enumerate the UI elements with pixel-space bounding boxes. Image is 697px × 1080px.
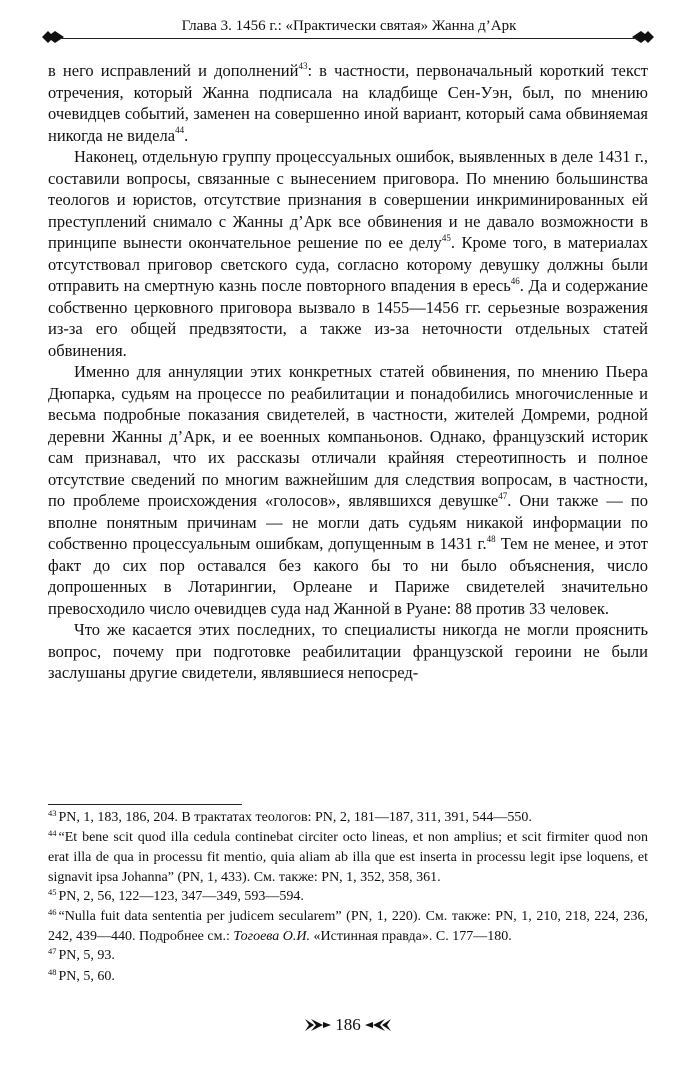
paragraph <box>48 619 648 684</box>
footnote <box>48 967 648 987</box>
footnote-reference: 45 <box>441 232 451 243</box>
paragraph <box>48 361 648 619</box>
left-page-number-ornament-icon <box>305 1017 331 1033</box>
footnote <box>48 946 648 966</box>
main-text <box>48 60 648 684</box>
text-run: . <box>184 125 189 145</box>
footnote-number: 46 <box>48 907 57 918</box>
right-page-number-ornament-icon <box>365 1017 391 1033</box>
footnote-reference: 44 <box>175 125 185 135</box>
text-run: Наконец, отдельную группу процессуальных ошибок, выявленных в деле 1431 г., составили вопросы, связанные с вынесением приговора. По мнению большинства теологов и юристов, отсутствие признания в совершении инкриминированных ей преступлений снимало с Жанны д’Арк все обвинения и не давало возможности в принципе вынести окончательное решение по ее делу <box>48 147 648 252</box>
footnote <box>48 828 648 887</box>
footnote-number: 43 <box>48 808 57 818</box>
footnote <box>48 887 648 907</box>
paragraph <box>48 60 648 146</box>
footnote-reference: 43 <box>298 60 308 71</box>
text-run: . Они также — по вполне понятным причинам — не могли дать судьям никакой информации по собственно процессуальным ошибкам, допущенным в 1431 г. <box>48 491 648 553</box>
text-run: Тем не менее, и этот факт до сих пор оставался без какого бы то ни было объяснения, число допрошенных в Лотарингии, Орлеане и Париже свидетелей значительно превосходило число очевидцев суда над Жанной в Руане: 88 против 33 человек. <box>48 534 648 618</box>
footnote-reference: 46 <box>510 275 520 286</box>
text-run: PN, 5, 93. <box>58 948 115 964</box>
right-ornament-icon <box>632 30 654 44</box>
running-head: Глава 3. 1456 г.: «Практически святая» Жанна д’Арк <box>181 18 517 34</box>
text-run: в него исправлений и дополнений <box>48 61 299 80</box>
text-run: PN, 2, 56, 122—123, 347—349, 593—594. <box>58 888 304 904</box>
footnote <box>48 808 648 828</box>
paragraph <box>48 146 648 361</box>
text-run: «Истинная правда». С. 177—180. <box>310 929 512 945</box>
text-run: : в частности, первоначальный короткий текст отречения, который Жанна подписала на кладбище Сен-Уэн, был, по мнению очевидцев событий, заменен на совершенно иной вариант, который сама обвиняемая никогда не видела <box>48 61 648 145</box>
footnote <box>48 907 648 946</box>
text-run: Именно для аннуляции этих конкретных статей обвинения, по мнению Пьера Дюпарка, судьям на процессе по реабилитации и понадобились многочисленные и весьма подробные показания свидетелей, в частности, жителей Домреми, родной деревни Жанны д’Арк, и ее военных компаньонов. Однако, французский историк сам признавал, что их рассказы отличали крайняя стереотипность и полное отсутствие сведений по многим важнейшим для следствия вопросам, в частности, по проблеме происхождения «голосов», являвшихся девушке <box>48 362 648 510</box>
text-run: . Да и содержание собственно церковного приговора вызвало в 1455—1456 гг. серьезные возражения из-за его общей предвзятости, а также из-за неточности отдельных статей обвинения. <box>48 276 649 360</box>
footnote-number: 48 <box>48 966 57 977</box>
page-number-block <box>298 1010 398 1040</box>
footnote-reference: 47 <box>498 490 508 501</box>
footnote-rule <box>48 804 242 805</box>
italic-text: Тогоева О.И. <box>233 929 311 945</box>
footnote-reference: 48 <box>486 533 496 544</box>
page-number: 186 <box>335 1015 361 1034</box>
text-run: PN, 1, 183, 186, 204. В трактатах теологов: PN, 2, 181—187, 311, 391, 544—550. <box>58 810 532 825</box>
footnote-number: 44 <box>48 828 57 839</box>
text-run: . Кроме того, в материалах отсутствовал приговор светского суда, согласно которому девушку должны были отправить на смертную казнь после повторного впадения в ересь <box>48 233 648 295</box>
text-run: “Et bene scit quod illa cedula continebat circiter octo lineas, et non amplius; et scit firmiter quod non erat illa de qua in processu fit mentio, quia aliam ab illa que est inserta in processu legit ipse loquens, et signavit ipsa Johanna” (PN, 1, 433). См. также: PN, 1, 352, 358, 361. <box>48 830 648 885</box>
footnote-number: 45 <box>48 886 57 897</box>
text-run: PN, 5, 60. <box>58 968 115 984</box>
text-run: “Nulla fuit data sententia per judicem secularem” (PN, 1, 220). См. также: PN, 1, 210, 218, 224, 236, 242, 439—440. Подробнее см.: <box>48 909 648 945</box>
text-run: Что же касается этих последних, то специалисты никогда не могли прояснить вопрос, почему при подготовке реабилитации французской героини не были заслушаны другие свидетели, являвшиеся непосред- <box>48 620 648 682</box>
footnote-number: 47 <box>48 946 57 957</box>
header-rule <box>60 38 638 39</box>
footnotes <box>48 808 648 987</box>
